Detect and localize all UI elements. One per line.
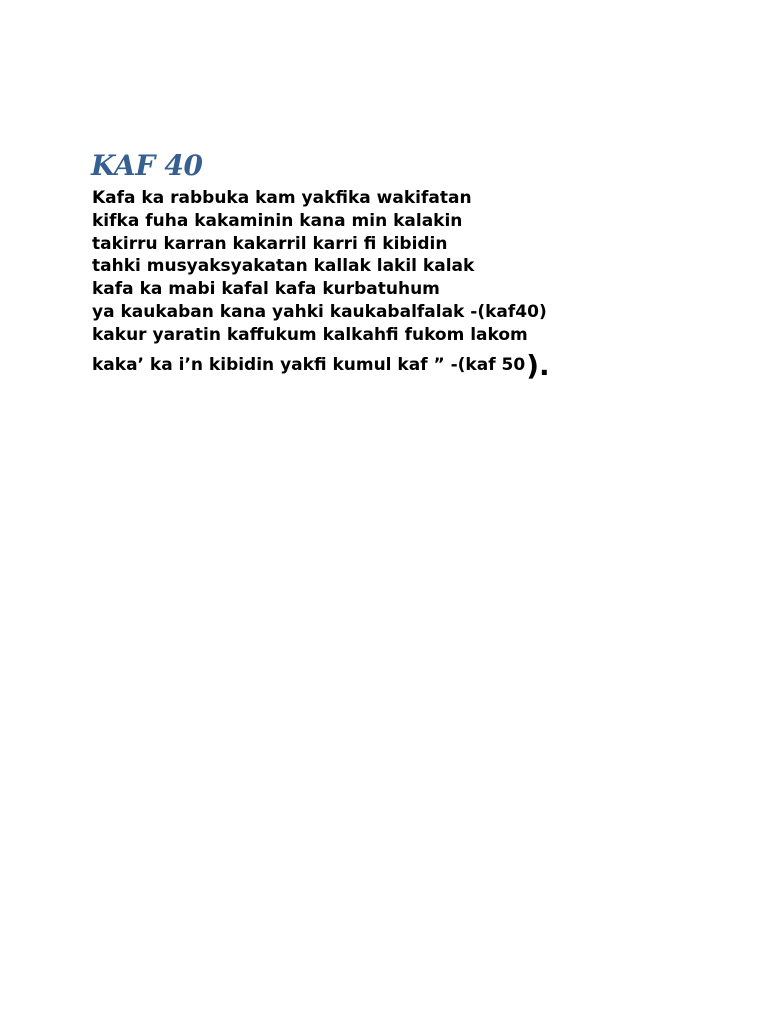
poem-line: ya kaukaban kana yahki kaukabalfalak -(kaf40): [92, 301, 547, 322]
poem-line: kafa ka mabi kafal kafa kurbatuhum: [92, 279, 440, 300]
poem-line: takirru karran kakarril karri fi kibidin: [92, 233, 448, 254]
closing-punctuation: ).: [526, 348, 550, 382]
poem-body: [92, 187, 732, 382]
document-heading: KAF 40: [91, 149, 203, 182]
poem-last-line-text: kaka’ ka i’n kibidin yakfi kumul kaf ” -(kaf 50: [92, 354, 526, 375]
poem-line: kakur yaratin kaffukum kalkahfi fukom lakom: [92, 324, 528, 345]
poem-line: kifka fuha kakaminin kana min kalakin: [92, 210, 463, 231]
poem-line: Kafa ka rabbuka kam yakfika wakifatan: [92, 188, 472, 208]
poem-line: tahki musyaksyakatan kallak lakil kalak: [92, 256, 475, 277]
poem-last-line: [92, 348, 732, 382]
